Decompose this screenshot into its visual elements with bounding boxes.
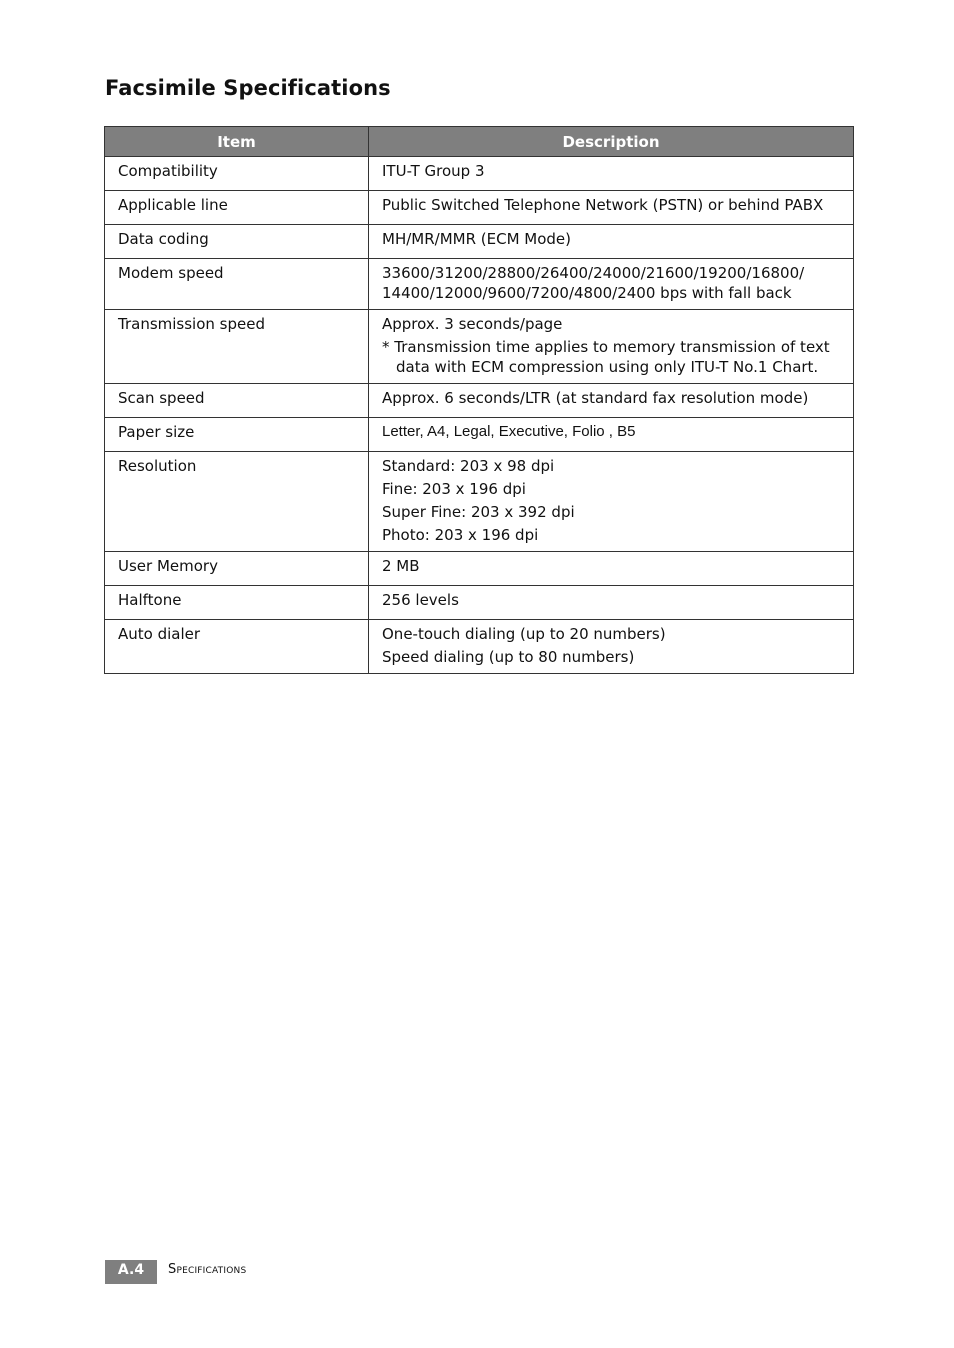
description-line: Photo: 203 x 196 dpi: [382, 526, 539, 544]
description-cell: [369, 225, 854, 259]
table-header-row: [105, 127, 854, 157]
table-row: [105, 259, 854, 310]
table-row: [105, 225, 854, 259]
description-cell: [369, 552, 854, 586]
description-line: 14400/12000/9600/7200/4800/2400 bps with fall back: [382, 284, 792, 302]
description-line: ITU-T Group 3: [382, 162, 485, 180]
description-cell: [369, 452, 854, 552]
description-line: Letter, A4, Legal, Executive, Folio , B5: [382, 423, 636, 440]
item-cell: Modem speed: [105, 259, 369, 310]
table-row: [105, 310, 854, 384]
table-row: [105, 157, 854, 191]
description-line: Public Switched Telephone Network (PSTN) or behind PABX: [382, 196, 824, 214]
description-line: One-touch dialing (up to 20 numbers): [382, 625, 666, 643]
description-cell: [369, 157, 854, 191]
description-line: Approx. 3 seconds/page: [382, 315, 563, 333]
item-cell: Auto dialer: [105, 620, 369, 674]
page-title: Facsimile Specifications: [105, 76, 391, 100]
table-row: [105, 384, 854, 418]
description-cell: [369, 418, 854, 452]
table-row: [105, 191, 854, 225]
description-line: 256 levels: [382, 591, 459, 609]
item-cell: Halftone: [105, 586, 369, 620]
table-row: [105, 586, 854, 620]
item-cell: Data coding: [105, 225, 369, 259]
table-row: [105, 552, 854, 586]
description-line: MH/MR/MMR (ECM Mode): [382, 230, 572, 248]
item-cell: Resolution: [105, 452, 369, 552]
section-name: Specifications: [168, 1262, 247, 1277]
description-cell: [369, 586, 854, 620]
description-cell: [369, 259, 854, 310]
table-row: [105, 620, 854, 674]
description-line: Super Fine: 203 x 392 dpi: [382, 503, 575, 521]
page-number-tab: A.4: [105, 1260, 157, 1284]
description-line: Speed dialing (up to 80 numbers): [382, 648, 635, 666]
facsimile-spec-table: [104, 126, 854, 674]
item-cell: Paper size: [105, 418, 369, 452]
table-row: [105, 452, 854, 552]
item-cell: Compatibility: [105, 157, 369, 191]
description-line: 2 MB: [382, 557, 420, 575]
table-row: [105, 418, 854, 452]
description-line: Fine: 203 x 196 dpi: [382, 480, 526, 498]
description-line: Approx. 6 seconds/LTR (at standard fax resolution mode): [382, 389, 809, 407]
column-header-description: Description: [369, 127, 854, 157]
description-cell: [369, 310, 854, 384]
description-cell: [369, 620, 854, 674]
description-cell: [369, 384, 854, 418]
item-cell: Scan speed: [105, 384, 369, 418]
description-line: Standard: 203 x 98 dpi: [382, 457, 555, 475]
column-header-item: Item: [105, 127, 369, 157]
description-line: 33600/31200/28800/26400/24000/21600/19200/16800/: [382, 264, 805, 282]
item-cell: User Memory: [105, 552, 369, 586]
transmission-note: * Transmission time applies to memory transmission of text data with ECM compression using only ITU-T No.1 Chart.: [382, 338, 830, 376]
item-cell: Transmission speed: [105, 310, 369, 384]
description-cell: [369, 191, 854, 225]
item-cell: Applicable line: [105, 191, 369, 225]
